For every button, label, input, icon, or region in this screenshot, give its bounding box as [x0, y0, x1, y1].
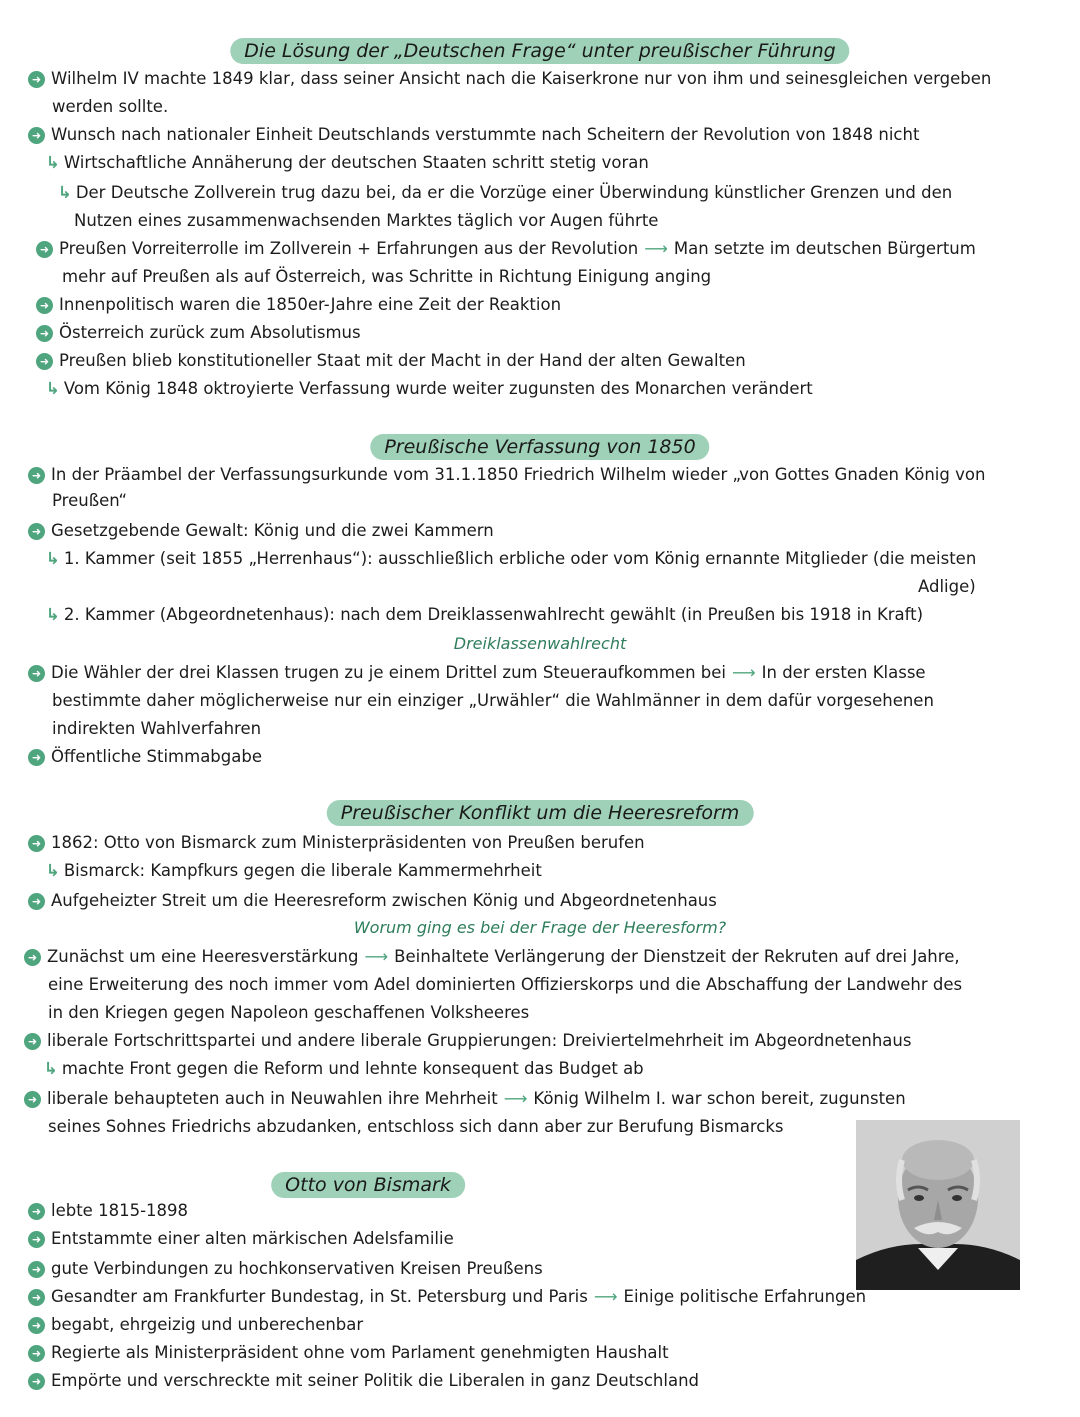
arrow-circle-icon: ➜ [24, 1033, 41, 1050]
arrow-circle-icon: ➜ [28, 749, 45, 766]
s1-sub-1: ↳ Wirtschaftliche Annäherung der deutschen Staaten schritt stetig voran [46, 153, 649, 172]
long-arrow-icon: ⟶ [503, 1089, 528, 1108]
arrow-circle-icon: ➜ [28, 893, 45, 910]
arrow-circle-icon: ➜ [28, 835, 45, 852]
bismarck-portrait [856, 1120, 1020, 1290]
s3-sub-1: ↳ Bismarck: Kampfkurs gegen die liberale Kammermehrheit [46, 861, 542, 880]
s1-sub-2-cont: Nutzen eines zusammenwachsenden Marktes täglich vor Augen führte [74, 211, 659, 230]
s1-item-1: ➜ Wilhelm IV machte 1849 klar, dass seiner Ansicht nach die Kaiserkrone nur von ihm und seinesgleichen vergeben [28, 68, 991, 90]
s3-item-3-cont1: eine Erweiterung des noch immer vom Adel dominierten Offizierskorps und die Abschaffung der Landwehr des [48, 975, 963, 994]
s2-sub-1: ↳ 1. Kammer (seit 1855 „Herrenhaus“): ausschließlich erbliche oder vom König ernannte Mitglieder (die meisten [46, 549, 977, 568]
hook-arrow-icon: ↳ [44, 1059, 58, 1078]
long-arrow-icon: ⟶ [731, 663, 756, 682]
arrow-circle-icon: ➜ [36, 353, 53, 370]
arrow-circle-icon: ➜ [28, 467, 45, 484]
arrow-circle-icon: ➜ [28, 1345, 45, 1362]
s1-sub-3: ↳ Vom König 1848 oktroyierte Verfassung wurde weiter zugunsten des Monarchen verändert [46, 379, 813, 398]
arrow-circle-icon: ➜ [36, 297, 53, 314]
arrow-circle-icon: ➜ [28, 127, 45, 144]
arrow-circle-icon: ➜ [36, 241, 53, 258]
long-arrow-icon: ⟶ [364, 947, 389, 966]
s4-item-1: ➜ lebte 1815-1898 [28, 1200, 188, 1222]
arrow-circle-icon: ➜ [28, 1231, 45, 1248]
subheading-dreiklassenwahlrecht: Dreiklassenwahlrecht [453, 634, 627, 653]
s4-item-7: ➜ Empörte und verschreckte mit seiner Politik die Liberalen in ganz Deutschland [28, 1370, 699, 1392]
hook-arrow-icon: ↳ [46, 379, 60, 398]
s3-item-4: ➜ liberale Fortschrittspartei und andere liberale Gruppierungen: Dreiviertelmehrheit im Abgeordnetenhaus [24, 1030, 911, 1052]
s2-item-1: ➜ In der Präambel der Verfassungsurkunde vom 31.1.1850 Friedrich Wilhelm wieder „von Gottes Gnaden König von [28, 464, 985, 486]
heading-heeresreform: Preußischer Konflikt um die Heeresreform [327, 800, 754, 826]
s2-item-4: ➜ Öffentliche Stimmabgabe [28, 746, 262, 768]
arrow-circle-icon: ➜ [28, 1317, 45, 1334]
s2-item-2: ➜ Gesetzgebende Gewalt: König und die zwei Kammern [28, 520, 494, 542]
hook-arrow-icon: ↳ [46, 861, 60, 880]
s2-item-3: ➜ Die Wähler der drei Klassen trugen zu je einem Drittel zum Steueraufkommen bei ⟶ In der ersten Klasse [28, 662, 926, 684]
s3-item-3-cont2: in den Kriegen gegen Napoleon geschaffenen Volksheeres [48, 1003, 530, 1022]
s1-item-3-cont: mehr auf Preußen als auf Österreich, was Schritte in Richtung Einigung anging [62, 267, 712, 286]
s2-sub-1-cont: Adlige) [918, 577, 976, 596]
arrow-circle-icon: ➜ [28, 1203, 45, 1220]
arrow-circle-icon: ➜ [28, 1373, 45, 1390]
arrow-circle-icon: ➜ [28, 523, 45, 540]
s1-item-1-cont: werden sollte. [52, 97, 169, 116]
portrait-image [856, 1120, 1020, 1290]
arrow-circle-icon: ➜ [28, 1261, 45, 1278]
hook-arrow-icon: ↳ [46, 153, 60, 172]
long-arrow-icon: ⟶ [593, 1287, 618, 1306]
s4-item-2: ➜ Entstammte einer alten märkischen Adelsfamilie [28, 1228, 454, 1250]
hook-arrow-icon: ↳ [46, 549, 60, 568]
arrow-circle-icon: ➜ [24, 949, 41, 966]
s2-sub-2: ↳ 2. Kammer (Abgeordnetenhaus): nach dem Dreiklassenwahlrecht gewählt (in Preußen bis 1918 in Kraft) [46, 605, 924, 624]
arrow-circle-icon: ➜ [36, 325, 53, 342]
s2-item-3-cont2: indirekten Wahlverfahren [52, 719, 262, 738]
s1-item-4: ➜ Innenpolitisch waren die 1850er-Jahre eine Zeit der Reaktion [36, 294, 561, 316]
heading-verfassung-1850: Preußische Verfassung von 1850 [370, 434, 709, 460]
s4-item-6: ➜ Regierte als Ministerpräsident ohne vom Parlament genehmigten Haushalt [28, 1342, 669, 1364]
s1-item-6: ➜ Preußen blieb konstitutioneller Staat mit der Macht in der Hand der alten Gewalten [36, 350, 746, 372]
long-arrow-icon: ⟶ [644, 239, 668, 258]
s3-item-5-cont: seines Sohnes Friedrichs abzudanken, entschloss sich dann aber zur Berufung Bismarcks [48, 1117, 784, 1136]
s4-item-3: ➜ gute Verbindungen zu hochkonservativen Kreisen Preußens [28, 1258, 543, 1280]
arrow-circle-icon: ➜ [28, 665, 45, 682]
s3-item-5: ➜ liberale behaupteten auch in Neuwahlen ihre Mehrheit ⟶ König Wilhelm I. war schon bereit, zugunsten [24, 1088, 906, 1110]
hook-arrow-icon: ↳ [46, 605, 60, 624]
s1-item-3: ➜ Preußen Vorreiterrolle im Zollverein + Erfahrungen aus der Revolution ⟶ Man setzte im deutschen Bürgertum [36, 238, 976, 260]
heading-deutsche-frage: Die Lösung der „Deutschen Frage“ unter preußischer Führung [230, 38, 849, 64]
s3-item-3: ➜ Zunächst um eine Heeresverstärkung ⟶ Beinhaltete Verlängerung der Dienstzeit der Rekruten auf drei Jahre, [24, 946, 960, 968]
arrow-circle-icon: ➜ [28, 71, 45, 88]
s1-item-2: ➜ Wunsch nach nationaler Einheit Deutschlands verstummte nach Scheitern der Revolution von 1848 nicht [28, 124, 919, 146]
arrow-circle-icon: ➜ [28, 1289, 45, 1306]
s1-item-5: ➜ Österreich zurück zum Absolutismus [36, 322, 361, 344]
s1-sub-2: ↳ Der Deutsche Zollverein trug dazu bei, da er die Vorzüge einer Überwindung künstlicher Grenzen und den [58, 183, 953, 202]
s4-item-4: ➜ Gesandter am Frankfurter Bundestag, in St. Petersburg und Paris ⟶ Einige politische Erfahrungen [28, 1286, 866, 1308]
s3-item-1: ➜ 1862: Otto von Bismarck zum Ministerpräsidenten von Preußen berufen [28, 832, 645, 854]
s2-item-3-cont1: bestimmte daher möglicherweise nur ein einziger „Urwähler“ die Wahlmänner in dem dafür vorgesehenen [52, 691, 934, 710]
s2-item-1-cont: Preußen“ [52, 491, 128, 510]
heading-otto-von-bismark: Otto von Bismark [271, 1172, 465, 1198]
s4-item-5: ➜ begabt, ehrgeizig und unberechenbar [28, 1314, 363, 1336]
s3-item-2: ➜ Aufgeheizter Streit um die Heeresreform zwischen König und Abgeordnetenhaus [28, 890, 717, 912]
hook-arrow-icon: ↳ [58, 183, 72, 202]
arrow-circle-icon: ➜ [24, 1091, 41, 1108]
subheading-worum-ging-es: Worum ging es bei der Frage der Heeresform? [353, 918, 727, 937]
s3-sub-2: ↳ machte Front gegen die Reform und lehnte konsequent das Budget ab [44, 1059, 644, 1078]
